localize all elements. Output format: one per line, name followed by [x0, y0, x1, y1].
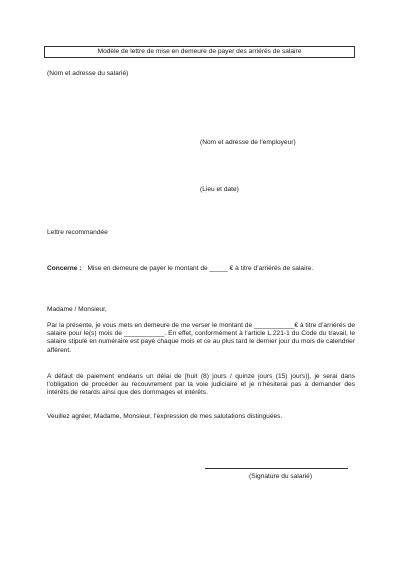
document-title: Modèle de lettre de mise en demeure de payer des arriérés de salaire — [97, 47, 302, 55]
subject-text: Mise en demeure de payer le montant de _____ € à titre d’arriérés de salaire. — [87, 265, 314, 272]
recipient-address-placeholder: (Nom et adresse de l’employeur) — [200, 139, 296, 146]
place-date-placeholder: (Lieu et date) — [200, 186, 239, 193]
body-paragraph-demand: Par la présente, je vous mets en demeure de me verser le montant de ___________€ à titre d’arriérés de salaire pour le(s) mois de ___________. En effet, conformément à l’article L.221-1 du Code du travail, le salaire stipulé en numéraire est payé chaque mois et ce au plus tard le dernier jour du mois de calendrier afférent. — [47, 322, 355, 354]
signature-placeholder: (Signature du salarié) — [249, 473, 313, 480]
subject-line — [47, 265, 313, 273]
sender-address-placeholder: (Nom et adresse du salarié) — [47, 70, 129, 77]
body-paragraph-closing: Veuillez agréer, Madame, Monsieur, l’expression de mes salutations distinguées. — [47, 413, 283, 420]
document-title-box — [44, 46, 355, 58]
greeting: Madame / Monsieur, — [47, 306, 107, 313]
signature-line — [205, 468, 348, 469]
body-paragraph-deadline: A défaut de paiement endéans un délai de [huit (8) jours / quinze jours (15) jours)], je serai dans l’obligation de procéder au recouvrement par la voie judiciaire et je n’hésiterai pas à demander des intérêts de retards ainsi que des dommages et intérêts. — [47, 373, 355, 397]
subject-label: Concerne : — [47, 265, 82, 272]
registered-mail-note: Lettre recommandée — [47, 229, 108, 236]
